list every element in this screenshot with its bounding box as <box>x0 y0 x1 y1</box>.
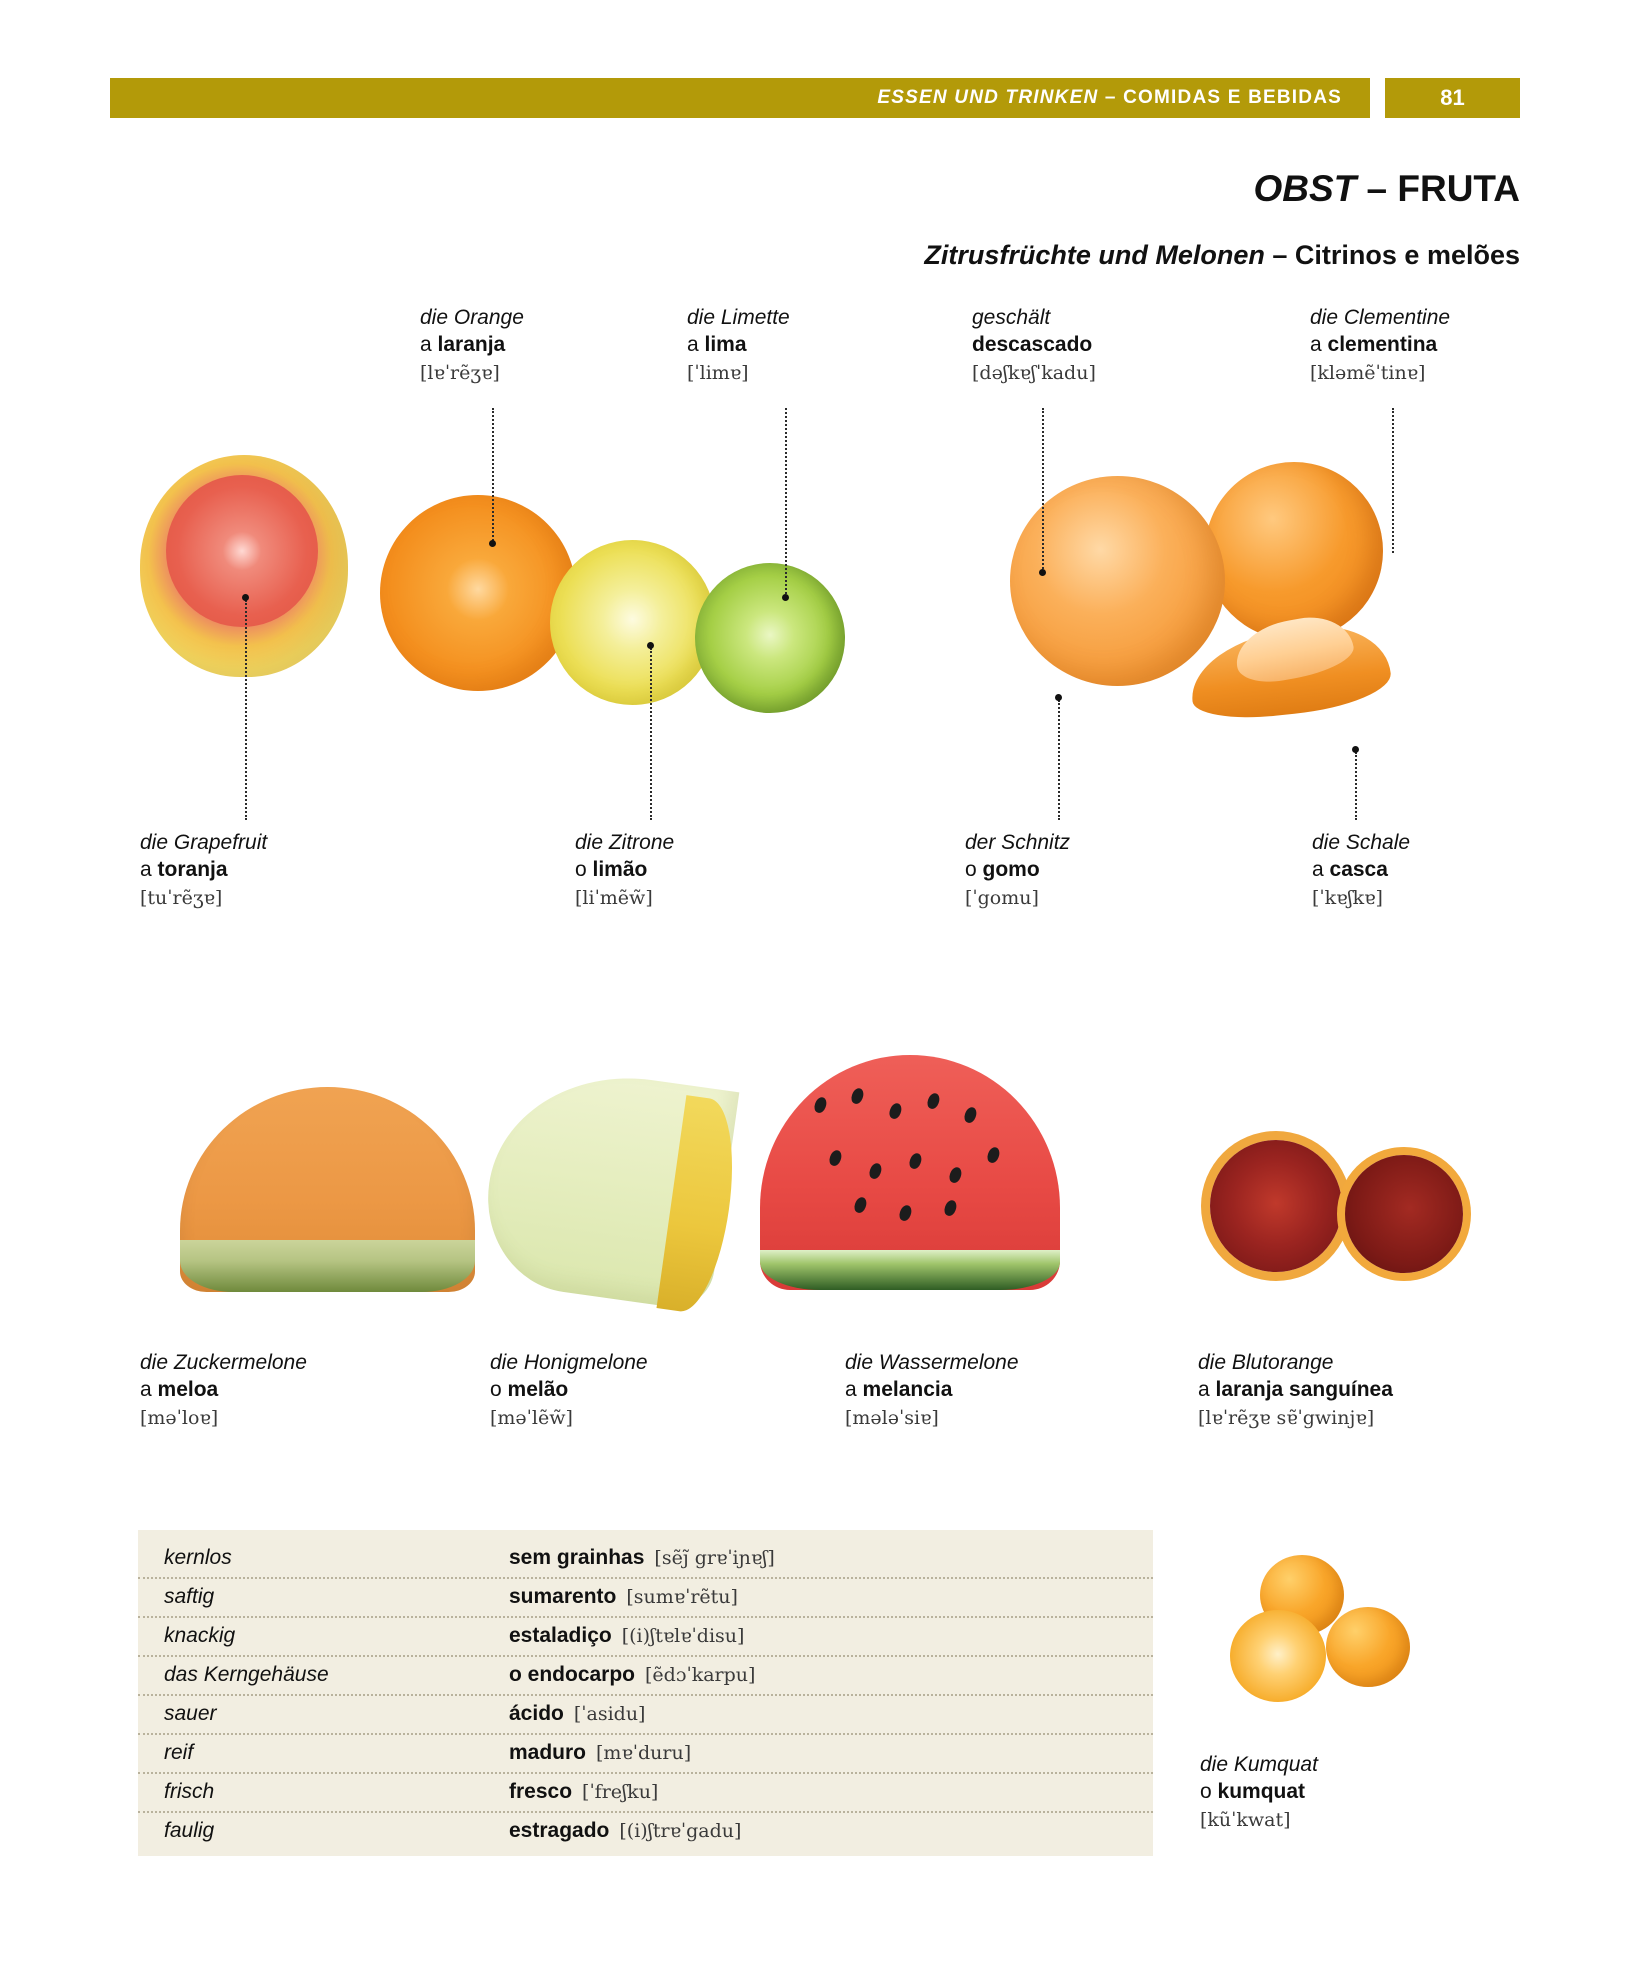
label-honigmelone-word: melão <box>507 1377 569 1401</box>
label-wassermelone-word: melancia <box>862 1377 953 1401</box>
label-orange-word: laranja <box>437 332 506 356</box>
list-item <box>138 1735 1153 1774</box>
page-title-pt: FRUTA <box>1397 168 1520 209</box>
label-clementine <box>1310 305 1450 385</box>
lemon-image <box>550 540 715 705</box>
label-wassermelone-de: die Wassermelone <box>845 1351 1019 1374</box>
label-grapefruit-ipa: [tuˈrẽʒɐ] <box>140 886 223 909</box>
label-honigmelone-pt <box>490 1377 648 1404</box>
page-title-de: OBST <box>1253 168 1357 209</box>
label-honigmelone-de: die Honigmelone <box>490 1351 648 1374</box>
clementine-whole-image <box>1205 462 1383 640</box>
callout-dot-schnitz <box>1055 694 1062 701</box>
callout-dot-orange <box>489 540 496 547</box>
vocab-pt-word: fresco <box>509 1780 573 1803</box>
vocab-pt-word: estragado <box>509 1819 610 1842</box>
callout-dot-schale <box>1352 746 1359 753</box>
label-kumquat-pt <box>1200 1779 1318 1806</box>
label-kumquat-article: o <box>1200 1779 1218 1803</box>
label-clementine-pt <box>1310 332 1450 359</box>
label-wassermelone-pt <box>845 1377 1019 1404</box>
list-item <box>138 1813 1153 1850</box>
label-blutorange-pt <box>1198 1377 1393 1404</box>
vocab-ipa: [sẽj̃ grɐˈiɲɐʃ] <box>654 1547 775 1569</box>
blood-orange-illustration-group <box>1190 1130 1490 1310</box>
page-title-separator: – <box>1356 168 1398 209</box>
list-item <box>138 1657 1153 1696</box>
label-limette-ipa: [ˈlimɐ] <box>687 361 749 384</box>
label-limette-word: lima <box>704 332 747 356</box>
page-subtitle <box>924 240 1520 271</box>
label-schale-ipa: [ˈkɐʃkɐ] <box>1312 886 1383 909</box>
label-clementine-article: a <box>1310 332 1328 356</box>
leader-line-geschaelt <box>1042 408 1044 573</box>
vocab-pt-word: sem grainhas <box>509 1546 645 1569</box>
label-zitrone-ipa: [liˈmẽw̃] <box>575 886 653 909</box>
lime-image <box>695 563 845 713</box>
list-item <box>138 1696 1153 1735</box>
page-number-box <box>1385 78 1520 118</box>
leader-line-limette <box>785 408 787 598</box>
list-item <box>138 1540 1153 1579</box>
grapefruit-image <box>140 455 348 677</box>
watermelon-image <box>760 1055 1060 1290</box>
vocab-ipa: [ˈasidu] <box>573 1703 646 1725</box>
page-subtitle-separator: – <box>1264 240 1295 270</box>
label-schale-pt <box>1312 857 1410 884</box>
vocab-ipa: [(i)ʃtrɐˈgadu] <box>619 1820 742 1842</box>
blood-orange-half-image <box>1210 1140 1342 1272</box>
vocab-pt <box>509 1741 691 1765</box>
vocab-pt-word: estaladiço <box>509 1624 612 1647</box>
page-subtitle-pt: Citrinos e melões <box>1294 240 1520 270</box>
label-geschaelt-de: geschält <box>972 306 1051 329</box>
running-head-pt: COMIDAS E BEBIDAS <box>1123 87 1342 108</box>
vocabulary-list <box>138 1530 1153 1856</box>
vocab-pt <box>509 1585 738 1609</box>
vocab-ipa: [ˈfreʃku] <box>582 1781 659 1803</box>
kumquat-illustration-group <box>1200 1555 1450 1755</box>
label-geschaelt-ipa: [dəʃkɐʃˈkadu] <box>972 361 1096 384</box>
vocab-de: faulig <box>164 1819 215 1842</box>
label-grapefruit-article: a <box>140 857 158 881</box>
label-zitrone-pt <box>575 857 674 884</box>
cantaloupe-image <box>180 1087 475 1292</box>
label-limette-article: a <box>687 332 705 356</box>
label-kumquat-de: die Kumquat <box>1200 1753 1318 1776</box>
vocab-de: reif <box>164 1741 194 1764</box>
leader-line-orange <box>492 408 494 544</box>
page-subtitle-de: Zitrusfrüchte und Melonen <box>924 240 1265 270</box>
callout-dot-geschaelt <box>1039 569 1046 576</box>
list-item <box>138 1579 1153 1618</box>
label-orange-article: a <box>420 332 438 356</box>
label-honigmelone <box>490 1350 648 1430</box>
vocab-pt <box>509 1780 658 1804</box>
blood-orange-quarter-image <box>1345 1155 1463 1273</box>
leader-line-schnitz <box>1058 700 1060 820</box>
label-clementine-de: die Clementine <box>1310 306 1451 329</box>
label-wassermelone-ipa: [mələˈsiɐ] <box>845 1406 939 1429</box>
label-geschaelt <box>972 305 1096 385</box>
label-schnitz <box>965 830 1070 910</box>
label-limette-de: die Limette <box>687 306 790 329</box>
vocab-de: knackig <box>164 1624 236 1647</box>
label-zuckermelone-de: die Zuckermelone <box>140 1351 307 1374</box>
vocab-ipa: [ẽdɔˈkarpu] <box>645 1664 756 1686</box>
vocab-de: saftig <box>164 1585 215 1608</box>
page-title <box>1253 168 1520 210</box>
label-kumquat-ipa: [kũˈkwat] <box>1200 1808 1291 1831</box>
label-zitrone-article: o <box>575 857 593 881</box>
label-schnitz-article: o <box>965 857 983 881</box>
vocab-de: frisch <box>164 1780 215 1803</box>
vocab-pt <box>509 1819 741 1843</box>
running-head-text <box>877 87 1342 109</box>
list-item <box>138 1774 1153 1813</box>
label-zuckermelone-ipa: [məˈloɐ] <box>140 1406 219 1429</box>
vocab-pt <box>509 1663 755 1687</box>
label-schale-word: casca <box>1329 857 1388 881</box>
label-orange-pt <box>420 332 524 359</box>
label-orange-ipa: [lɐˈrẽʒɐ] <box>420 361 500 384</box>
label-schale <box>1312 830 1410 910</box>
vocab-ipa: [(i)ʃtɐlɐˈdisu] <box>621 1625 745 1647</box>
page-number: 81 <box>1440 85 1465 110</box>
running-head-bar <box>110 78 1370 118</box>
callout-dot-limette <box>782 594 789 601</box>
vocab-ipa: [sumɐˈrẽtu] <box>626 1586 738 1608</box>
vocab-pt <box>509 1624 744 1648</box>
list-item <box>138 1618 1153 1657</box>
label-zuckermelone <box>140 1350 307 1430</box>
kumquat-half-image <box>1230 1610 1326 1702</box>
label-schnitz-ipa: [ˈgomu] <box>965 886 1039 909</box>
label-limette-pt <box>687 332 790 359</box>
vocab-pt-word: o endocarpo <box>509 1663 636 1686</box>
callout-dot-grapefruit <box>242 594 249 601</box>
label-kumquat-word: kumquat <box>1217 1779 1306 1803</box>
orange-image <box>380 495 576 691</box>
label-grapefruit-word: toranja <box>157 857 228 881</box>
clementine-illustration-group <box>980 440 1580 770</box>
label-clementine-ipa: [kləmẽˈtinɐ] <box>1310 361 1426 384</box>
label-blutorange <box>1198 1350 1393 1430</box>
callout-dot-zitrone <box>647 642 654 649</box>
label-limette <box>687 305 790 385</box>
label-orange-de: die Orange <box>420 306 524 329</box>
running-head-de: ESSEN UND TRINKEN <box>877 87 1099 108</box>
label-grapefruit-pt <box>140 857 267 884</box>
running-head-separator: – <box>1098 87 1124 108</box>
label-schale-article: a <box>1312 857 1330 881</box>
vocab-de: kernlos <box>164 1546 232 1569</box>
label-zuckermelone-word: meloa <box>157 1377 219 1401</box>
label-orange <box>420 305 524 385</box>
label-blutorange-article: a <box>1198 1377 1216 1401</box>
vocab-de: das Kerngehäuse <box>164 1663 329 1686</box>
clementine-segment-image <box>1235 620 1353 678</box>
label-zitrone-word: limão <box>592 857 648 881</box>
label-kumquat <box>1200 1752 1318 1832</box>
vocab-pt <box>509 1546 775 1570</box>
label-schnitz-pt <box>965 857 1070 884</box>
label-zitrone-de: die Zitrone <box>575 831 675 854</box>
vocab-pt <box>509 1702 645 1726</box>
label-geschaelt-word: descascado <box>972 332 1093 356</box>
vocab-pt-word: ácido <box>509 1702 564 1725</box>
leader-line-grapefruit <box>245 600 247 820</box>
label-schnitz-de: der Schnitz <box>965 831 1071 854</box>
leader-line-clementine <box>1392 408 1394 553</box>
leader-line-zitrone <box>650 648 652 820</box>
vocab-pt-word: sumarento <box>509 1585 617 1608</box>
label-schale-de: die Schale <box>1312 831 1411 854</box>
vocab-ipa: [mɐˈduru] <box>596 1742 692 1764</box>
label-grapefruit-de: die Grapefruit <box>140 831 268 854</box>
label-honigmelone-article: o <box>490 1377 508 1401</box>
vocab-de: sauer <box>164 1702 217 1725</box>
vocab-pt-word: maduro <box>509 1741 587 1764</box>
label-blutorange-de: die Blutorange <box>1198 1351 1334 1374</box>
honeydew-image <box>490 1075 725 1297</box>
label-honigmelone-ipa: [məˈlẽw̃] <box>490 1406 573 1429</box>
label-blutorange-word: laranja sanguínea <box>1215 1377 1393 1401</box>
label-clementine-word: clementina <box>1327 332 1438 356</box>
label-zitrone <box>575 830 674 910</box>
label-wassermelone-article: a <box>845 1377 863 1401</box>
label-schnitz-word: gomo <box>982 857 1040 881</box>
melon-illustration-group <box>140 1005 1150 1325</box>
label-zuckermelone-article: a <box>140 1377 158 1401</box>
label-blutorange-ipa: [lɐˈrẽʒɐ sɐ̃ˈgwinjɐ] <box>1198 1406 1375 1429</box>
label-wassermelone <box>845 1350 1019 1430</box>
leader-line-schale <box>1355 752 1357 820</box>
label-grapefruit <box>140 830 267 910</box>
label-geschaelt-pt <box>972 332 1096 359</box>
label-zuckermelone-pt <box>140 1377 307 1404</box>
kumquat-whole-right-image <box>1326 1607 1410 1687</box>
